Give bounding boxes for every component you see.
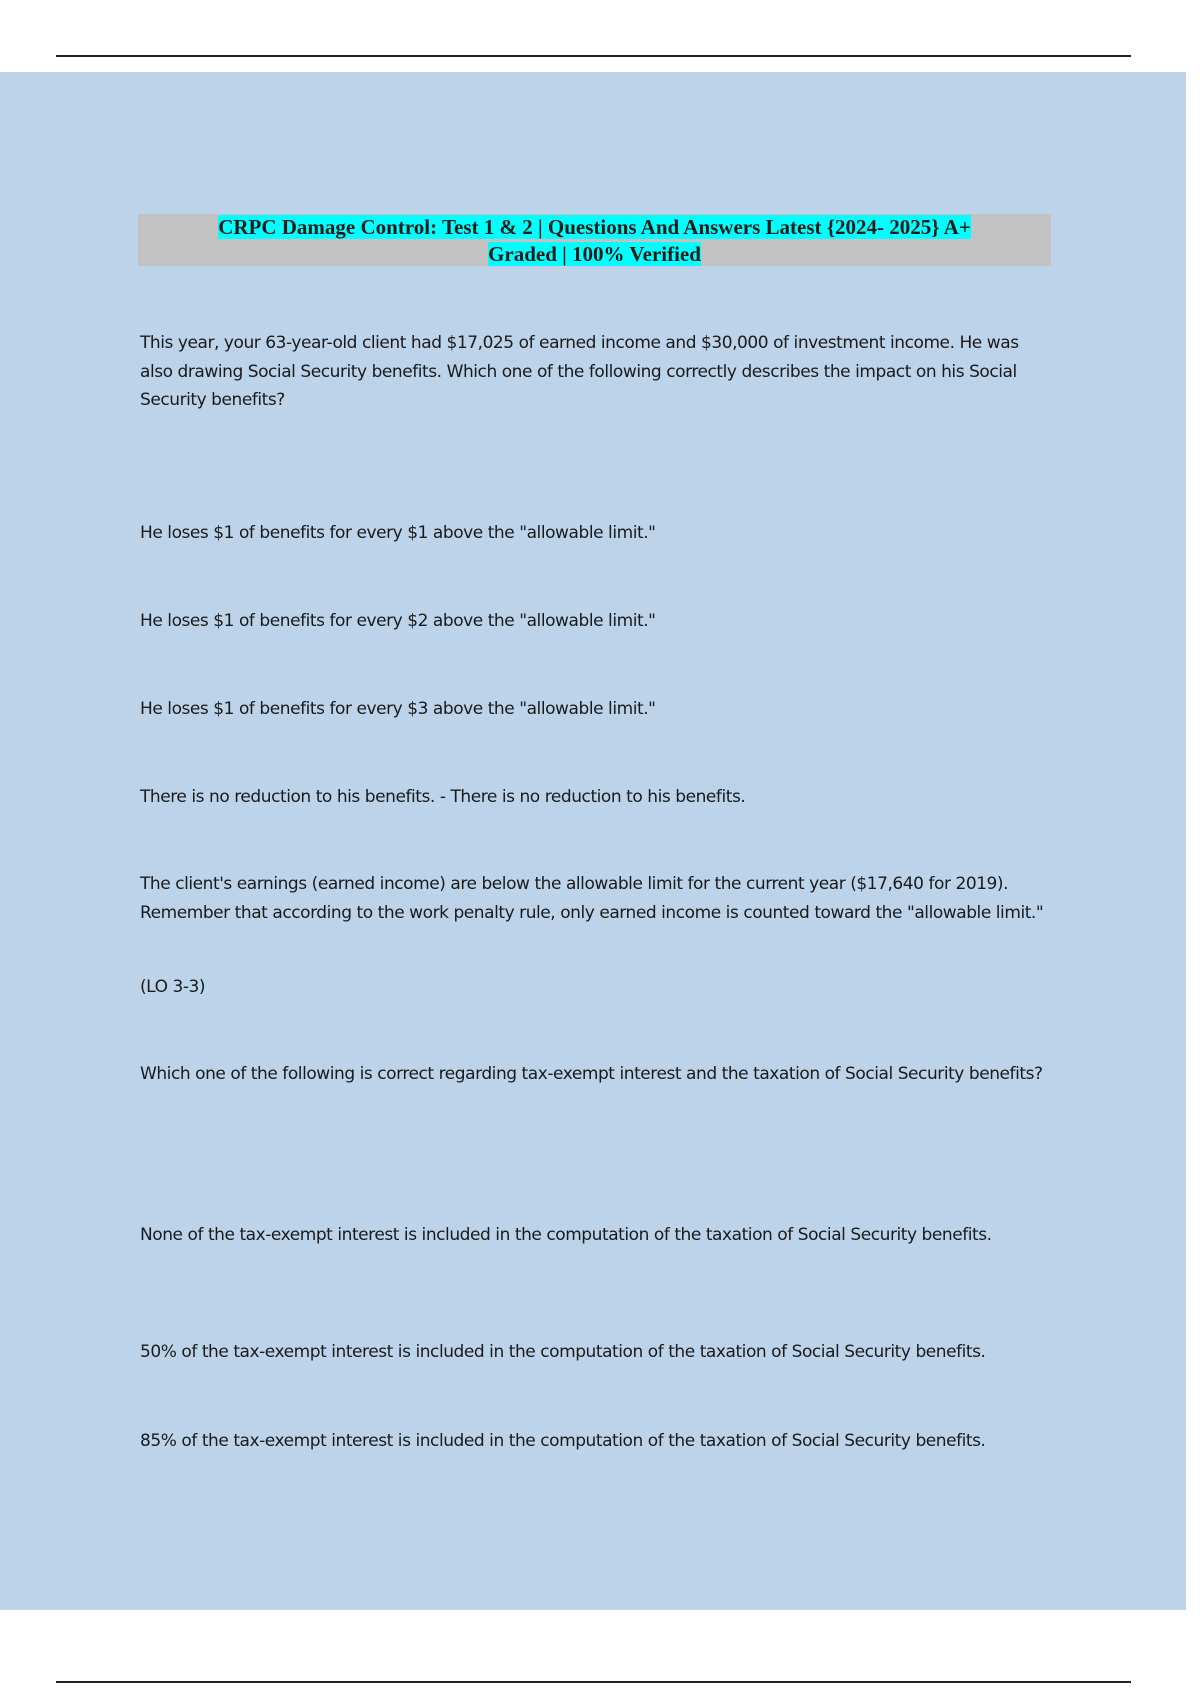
q1-option-4: There is no reduction to his benefits. - There is no reduction to his benefits.: [140, 787, 746, 807]
q2-option-1: None of the tax-exempt interest is included in the computation of the taxation of Social Security benefits.: [140, 1225, 992, 1245]
title-line-1: CRPC Damage Control: Test 1 & 2 | Questions And Answers Latest {2024- 2025} A+: [218, 215, 971, 239]
q1-option-3: He loses $1 of benefits for every $3 above the "allowable limit.": [140, 699, 656, 719]
document-page: [0, 72, 1186, 1610]
title-line-2: Graded | 100% Verified: [488, 242, 701, 266]
q1-option-1: He loses $1 of benefits for every $1 above the "allowable limit.": [140, 523, 656, 543]
q1-explanation: The client's earnings (earned income) are below the allowable limit for the current year ($17,640 for 2019). Remember that according to the work penalty rule, only earned income is counted toward the "allowable limit.": [140, 874, 1044, 923]
question-1-text: This year, your 63-year-old client had $17,025 of earned income and $30,000 of investment income. He was also drawing Social Security benefits. Which one of the following correctly describes the impact on his Social Security benefits?: [140, 333, 1019, 410]
q2-option-2: 50% of the tax-exempt interest is included in the computation of the taxation of Social Security benefits.: [140, 1342, 986, 1362]
document-title: [138, 214, 1051, 266]
footer-rule: [56, 1681, 1131, 1683]
q1-reference: (LO 3-3): [140, 977, 206, 997]
q1-option-2: He loses $1 of benefits for every $2 above the "allowable limit.": [140, 611, 656, 631]
q2-option-3: 85% of the tax-exempt interest is included in the computation of the taxation of Social Security benefits.: [140, 1431, 986, 1451]
header-rule: [56, 55, 1131, 57]
question-2-text: Which one of the following is correct regarding tax-exempt interest and the taxation of Social Security benefits?: [140, 1064, 1043, 1084]
